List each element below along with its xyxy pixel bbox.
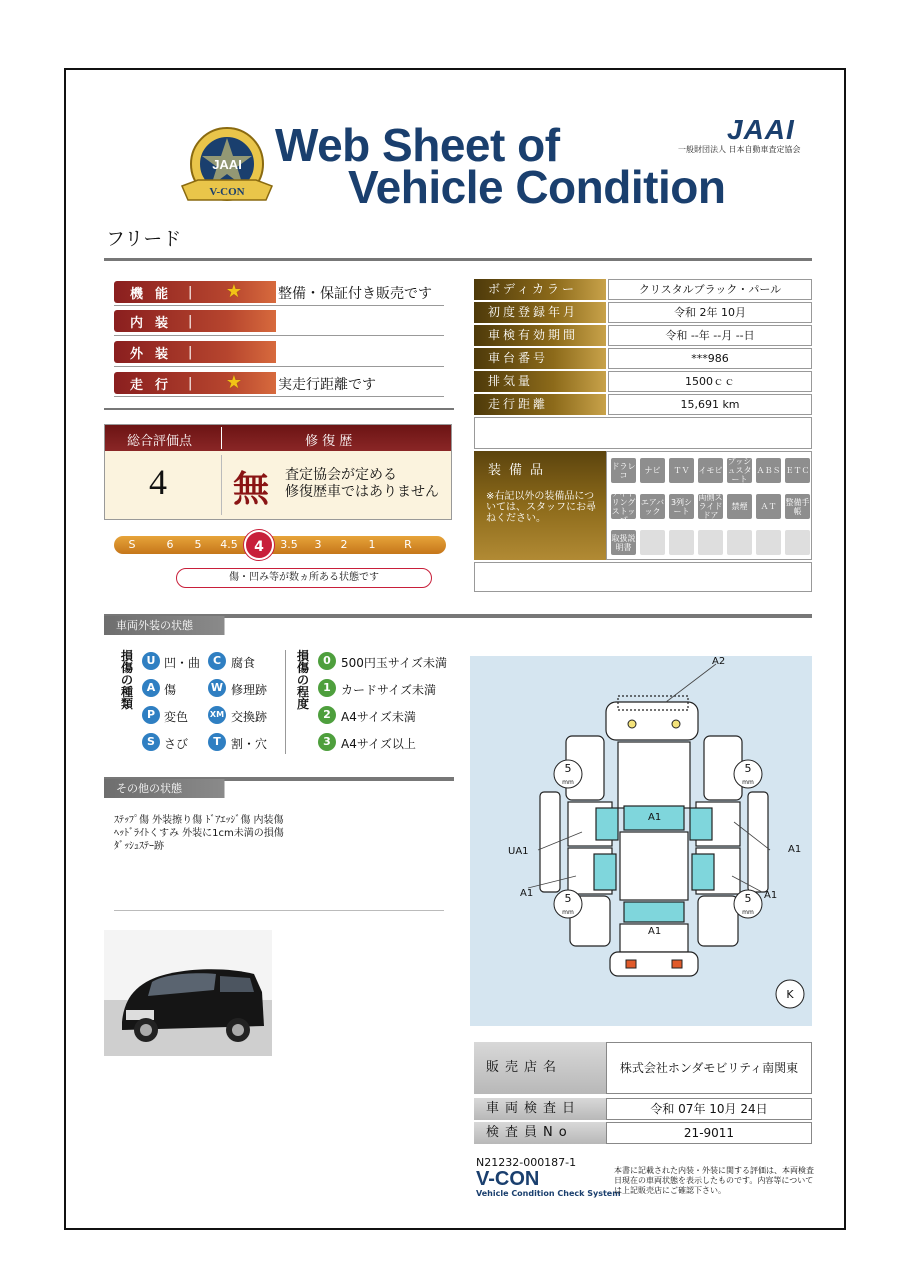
damage-label: A1 <box>520 888 534 899</box>
tire-depth: 5 <box>564 762 572 775</box>
shop-label: 検査員No <box>474 1122 606 1144</box>
equipment-item: ＡＢＳ <box>756 458 781 483</box>
tire-depth: 5 <box>564 892 572 905</box>
equipment-blank-box <box>474 562 812 592</box>
repair-text-1: 査定協会が定める <box>285 467 397 483</box>
other-condition-text <box>114 814 284 853</box>
ratings-rule <box>104 408 454 410</box>
legend-text: 傷 <box>164 683 177 697</box>
shop-value: 21-9011 <box>606 1122 812 1144</box>
damage-diagram <box>470 656 812 1026</box>
damage-label: A1 <box>648 812 662 823</box>
shop-value: 株式会社ホンダモビリティ南関東 <box>606 1042 812 1094</box>
grade-mark: S <box>128 538 136 551</box>
grade-mark: 2 <box>340 538 348 551</box>
code-icon: C <box>208 652 226 670</box>
spec-label: 排気量 <box>474 371 606 392</box>
code-icon: 1 <box>318 679 336 697</box>
equipment-item: ＥＴＣ <box>785 458 810 483</box>
title-line-2: Vehicle Condition <box>348 161 726 213</box>
damage-type-label: 損傷の種類 <box>120 649 133 711</box>
legend-text: A4サイズ以上 <box>341 737 416 751</box>
code-icon: A <box>142 679 160 697</box>
footer-note: 本書に記載された内装・外装に関する評価は、本両検査日現在の車両状態を表示したものです。内容等については上記販売店にご確認下さい。 <box>614 1166 814 1195</box>
spec-value: クリスタルブラック・パール <box>608 279 812 300</box>
grade-mark: 4.5 <box>220 538 238 551</box>
damage-label: A1 <box>788 844 802 855</box>
shop-value: 令和 07年 10月 24日 <box>606 1098 812 1120</box>
score-box <box>104 424 452 520</box>
damage-label: A2 <box>712 656 726 667</box>
equipment-item: 禁煙 <box>727 494 752 519</box>
spec-value: 令和 --年 --月 --日 <box>608 325 812 346</box>
car-photo-icon <box>104 930 272 1056</box>
legend-text: 凹・曲 <box>164 656 201 670</box>
equipment-item: イモビ <box>698 458 723 483</box>
vcon-emblem <box>176 124 278 210</box>
overall-score: 4 <box>149 462 167 502</box>
repair-history-text <box>285 467 439 501</box>
divider <box>114 396 444 397</box>
score-head-left: 総合評価点 <box>127 434 193 449</box>
spec-label: 車台番号 <box>474 348 606 369</box>
spec-value: 1500ｃｃ <box>608 371 812 392</box>
emblem-top-text: JAAI <box>212 157 242 172</box>
rating-bar-mileage: 走行 | <box>114 372 276 394</box>
legend-text: 修理跡 <box>231 683 268 697</box>
grade-mark: 1 <box>368 538 376 551</box>
rating-bar-function: 機能 | <box>114 281 276 303</box>
equipment-empty-slot <box>669 530 694 555</box>
legend-text: A4サイズ未満 <box>341 710 416 724</box>
damage-label: UA1 <box>508 846 529 857</box>
equipment-empty-slot <box>756 530 781 555</box>
divider <box>114 366 444 367</box>
legend-text: 変色 <box>164 710 189 724</box>
code-icon: 0 <box>318 652 336 670</box>
grade-mark: 3.5 <box>280 538 298 551</box>
other-line: ｽﾃｯﾌﾟ傷 外装擦り傷 ﾄﾞｱｴｯｼﾞ傷 内装傷 <box>114 815 284 826</box>
code-icon: T <box>208 733 226 751</box>
score-divider <box>221 455 222 515</box>
code-icon: 2 <box>318 706 336 724</box>
equipment-item: 3列シート <box>669 494 694 519</box>
score-head <box>105 425 451 451</box>
grade-scale <box>114 536 446 554</box>
legend-divider <box>285 650 286 754</box>
divider <box>114 335 444 336</box>
equipment-item: ナビ <box>640 458 665 483</box>
divider <box>114 910 444 911</box>
other-line: ﾍｯﾄﾞﾗｲﾄくすみ 外装に1cm未満の損傷 <box>114 828 284 839</box>
equipment-item: ＡＴ <box>756 494 781 519</box>
equipment-empty-slot <box>640 530 665 555</box>
jaai-logo: JAAI <box>727 114 795 145</box>
code-icon: W <box>208 679 226 697</box>
legend-text: 500円玉サイズ未満 <box>341 656 447 670</box>
star-icon: ★ <box>225 281 243 302</box>
model-name: フリード <box>106 228 182 250</box>
equipment-item: アイドリングストップ <box>611 488 636 525</box>
damage-degree-label: 損傷の程度 <box>296 649 309 711</box>
grade-mark: R <box>404 538 412 551</box>
rating-label: 内装 <box>130 315 181 331</box>
other-section-title: その他の状態 <box>104 779 344 798</box>
code-icon: S <box>142 733 160 751</box>
grade-note: 傷・凹み等が数ヵ所ある状態です <box>176 568 432 588</box>
tire-unit: mm <box>742 909 754 916</box>
grade-mark: 6 <box>166 538 174 551</box>
equipment-note: ※右記以外の装備品については、スタッフにお尋ねください。 <box>486 491 596 524</box>
spec-label: 車検有効期間 <box>474 325 606 346</box>
code-icon: P <box>142 706 160 724</box>
rating-text: 実走行距離です <box>278 377 376 393</box>
damage-label: A1 <box>764 890 778 901</box>
spec-label: 走行距離 <box>474 394 606 415</box>
spec-value: 15,691 km <box>608 394 812 415</box>
spec-label: ボディカラー <box>474 279 606 300</box>
vcon-logo: V-CON <box>476 1168 540 1190</box>
tire-unit: mm <box>562 779 574 786</box>
equipment-item: 整備手帳 <box>785 494 810 519</box>
grade-selected: 4 <box>244 530 274 560</box>
spec-value: 令和 2年 10月 <box>608 302 812 323</box>
damage-label: A1 <box>648 926 662 937</box>
equipment-item: 取扱説明書 <box>611 530 636 555</box>
shop-label: 車両検査日 <box>474 1098 606 1120</box>
legend-text: さび <box>164 737 189 751</box>
equipment-item: ＴＶ <box>669 458 694 483</box>
rating-label: 機能 <box>130 286 181 302</box>
tire-depth: 5 <box>744 762 752 775</box>
star-icon: ★ <box>225 372 243 393</box>
spec-blank-box <box>474 417 812 449</box>
header-rule <box>104 258 812 261</box>
equipment-empty-slot <box>727 530 752 555</box>
code-icon: 3 <box>318 733 336 751</box>
shop-label: 販売店名 <box>474 1042 606 1094</box>
grade-mark: 5 <box>194 538 202 551</box>
equipment-label-box <box>474 451 606 560</box>
code-icon: U <box>142 652 160 670</box>
score-head-right: 修 復 歴 <box>305 434 353 449</box>
rating-label: 外装 <box>130 346 181 362</box>
rating-bar-exterior: 外装 | <box>114 341 276 363</box>
equipment-empty-slot <box>698 530 723 555</box>
title-line-1: Web Sheet of <box>275 119 560 171</box>
vcon-subtitle: Vehicle Condition Check System <box>476 1189 621 1198</box>
equipment-item: 両側スライドドア <box>698 493 723 520</box>
emblem-ribbon-text: V-CON <box>209 186 245 198</box>
spec-label: 初度登録年月 <box>474 302 606 323</box>
vehicle-photo <box>104 930 272 1056</box>
legend-text: カードサイズ未満 <box>341 683 437 697</box>
equipment-item: プッシュスタート <box>727 457 752 484</box>
equipment-grid <box>606 451 812 560</box>
tire-unit: mm <box>742 779 754 786</box>
tire-unit: mm <box>562 909 574 916</box>
equipment-item: エアバック <box>640 494 665 519</box>
legend-text: 割・穴 <box>231 737 268 751</box>
spec-value: ***986 <box>608 348 812 369</box>
code-icon: XM <box>208 706 226 724</box>
equipment-item: ドラレコ <box>611 458 636 483</box>
jaai-organization: 一般財団法人 日本自動車査定協会 <box>678 145 801 154</box>
grade-mark: 3 <box>314 538 322 551</box>
equipment-label: 装備品 <box>488 463 552 478</box>
car-outline-diagram <box>470 656 812 1026</box>
rating-label: 走行 <box>130 377 181 393</box>
rating-bar-interior: 内装 | <box>114 310 276 332</box>
legend-text: 腐食 <box>231 656 256 670</box>
other-line: ﾀﾞｯｼｭｽﾃｰ跡 <box>114 841 164 852</box>
equipment-empty-slot <box>785 530 810 555</box>
sheet-id: N21232-000187-1 <box>476 1156 577 1169</box>
key-mark: K <box>786 988 794 1001</box>
exterior-section-title: 車両外装の状態 <box>104 616 344 635</box>
tire-depth: 5 <box>744 892 752 905</box>
repair-text-2: 修復歴車ではありません <box>285 484 439 500</box>
rating-text: 整備・保証付き販売です <box>278 286 432 302</box>
repair-mark: 無 <box>233 468 270 510</box>
divider <box>114 305 444 306</box>
legend-text: 交換跡 <box>231 710 268 724</box>
